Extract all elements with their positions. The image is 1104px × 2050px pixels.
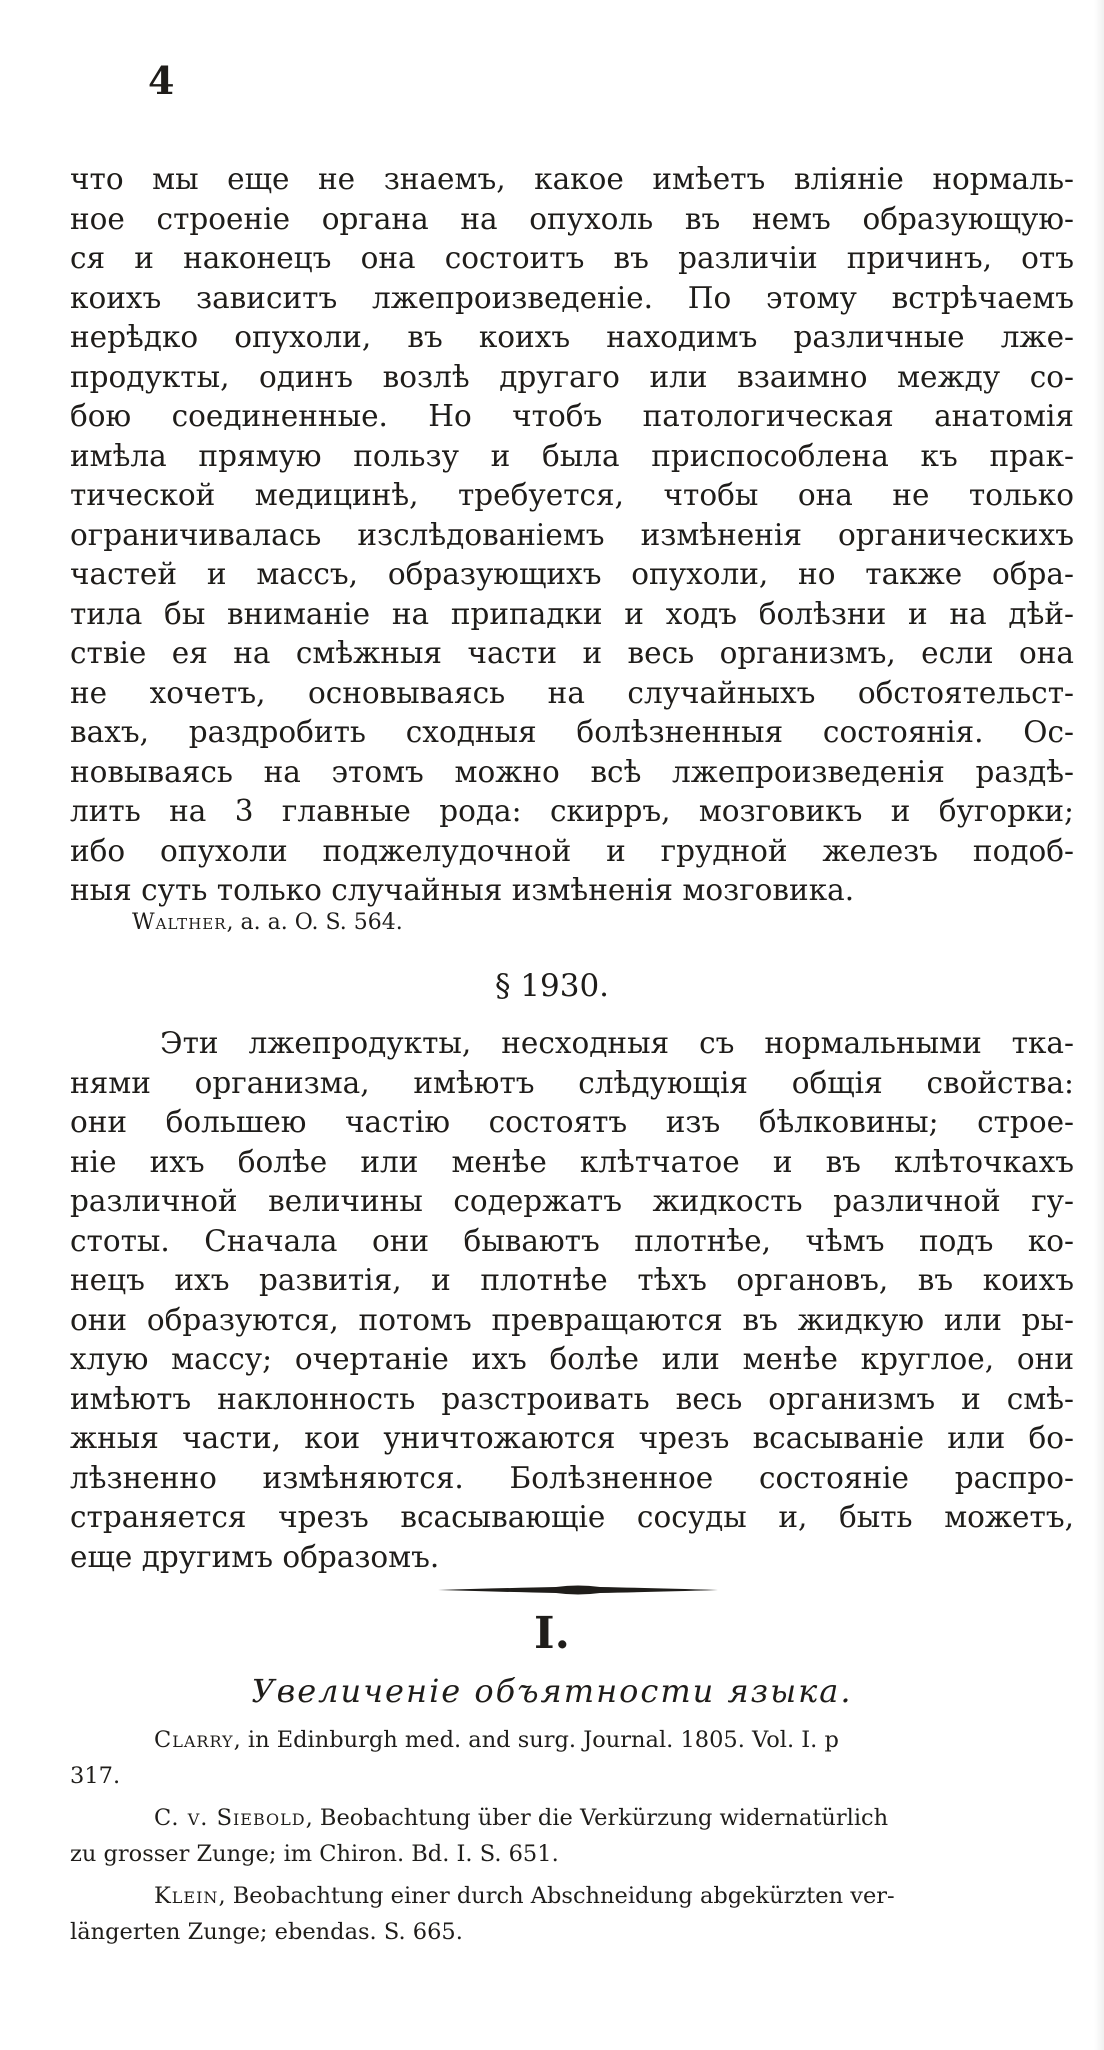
section-heading: § 1930. xyxy=(494,968,610,1004)
ornamental-divider xyxy=(436,1582,720,1598)
text-line: нецъ ихъ развитiя, и плотнѣе тѣхъ органовъ, въ коихъ xyxy=(70,1263,1074,1297)
page-number: 4 xyxy=(148,58,176,103)
biblio-text: , Beobachtung einer durch Abschneidung abgekürzten ver- xyxy=(218,1883,895,1909)
text-line: они образуются, потомъ превращаются въ жидкую или ры- xyxy=(70,1302,1074,1337)
biblio-author: C. v. Siebold xyxy=(154,1805,306,1831)
text-line: что мы еще не знаемъ, какое имѣетъ влiянie нормаль- xyxy=(70,162,1074,196)
biblio-author: Clarry xyxy=(154,1727,234,1753)
text-line: ствie ея на смѣжныя части и весь организмъ, если она xyxy=(70,636,1074,670)
bibliography-entry-klein xyxy=(70,1878,1080,1950)
chapter-title: Увеличенie объятности языка. xyxy=(251,1672,853,1710)
biblio-text: , in Edinburgh med. and surg. Journal. 1805. Vol. I. p xyxy=(233,1727,839,1753)
text-line: бою соединенные. Но чтобъ патологическая анатомiя xyxy=(70,399,1074,433)
text-line: вахъ, раздробить сходныя болѣзненныя состоянiя. Ос- xyxy=(70,715,1074,749)
biblio-text: , Beobachtung über die Verkürzung widernatürlich xyxy=(305,1805,889,1831)
text-line: жныя части, кои уничтожаются чрезъ всасыванie или бо- xyxy=(70,1421,1074,1455)
text-line: продукты, одинъ возлѣ другаго или взаимно между со- xyxy=(70,359,1074,394)
bibliography-entry-clarry xyxy=(70,1722,1080,1794)
text-line: новываясь на этомъ можно всѣ лжепроизведенiя раздѣ- xyxy=(70,754,1074,789)
text-line: страняется чрезъ всасывающie сосуды и, быть можетъ, xyxy=(70,1500,1074,1534)
text-line: нями организма, имѣютъ слѣдующiя общiя свойства: xyxy=(70,1065,1074,1100)
text-line: частей и массъ, образующихъ опухоли, но также обра- xyxy=(70,557,1074,591)
text-line: имѣютъ наклонность разстроивать весь организмъ и смѣ- xyxy=(70,1381,1074,1416)
paragraph-2 xyxy=(70,1024,1074,1577)
paragraph-1 xyxy=(70,160,1074,911)
text-line: ограничивалась изслѣдованiемъ измѣненiя органическихъ xyxy=(70,517,1074,552)
reference-walther xyxy=(132,906,403,940)
text-line: тической медицинѣ, требуется, чтобы она не только xyxy=(70,478,1074,512)
text-line: хлую массу; очертанie ихъ болѣе или менѣе круглое, они xyxy=(70,1342,1074,1376)
biblio-text-continued: längerten Zunge; ebendas. S. 665. xyxy=(70,1919,463,1945)
bibliography-entry-siebold xyxy=(70,1800,1080,1872)
text-line: они большею частiю состоятъ изъ бѣлковины; строе- xyxy=(70,1105,1074,1139)
text-line: ибо опухоли поджелудочной и грудной железъ подоб- xyxy=(70,833,1074,868)
reference-citation: , a. a. O. S. 564. xyxy=(226,910,403,935)
biblio-text-continued: 317. xyxy=(70,1763,121,1789)
text-line: ныя суть только случайныя измѣненiя мозговика. xyxy=(70,873,855,907)
text-line: имѣла прямую пользу и была приспособлена къ прак- xyxy=(70,438,1074,473)
page-edge-shadow xyxy=(1094,0,1104,2050)
text-line: нie ихъ болѣе или менѣе клѣтчатое и въ клѣточкахъ xyxy=(70,1144,1074,1179)
text-line: ся и наконецъ она состоитъ въ различiи причинъ, отъ xyxy=(70,241,1074,275)
text-line: лѣзненно измѣняются. Болѣзненное состоянie распро- xyxy=(70,1460,1074,1495)
paragraph-1-text xyxy=(70,160,1074,911)
text-line: коихъ зависитъ лжепроизведенie. По этому встрѣчаемъ xyxy=(70,280,1074,315)
text-line: тила бы вниманie на припадки и ходъ болѣзни и на дѣй- xyxy=(70,596,1074,631)
text-line: еще другимъ образомъ. xyxy=(70,1539,440,1574)
biblio-text-continued: zu grosser Zunge; im Chiron. Bd. I. S. 651. xyxy=(70,1841,559,1867)
biblio-author: Klein xyxy=(154,1883,219,1909)
text-line: нерѣдко опухоли, въ коихъ находимъ различные лже- xyxy=(70,320,1074,354)
text-line: не хочетъ, основываясь на случайныхъ обстоятельст- xyxy=(70,675,1074,710)
text-line: стоты. Сначала они бываютъ плотнѣе, чѣмъ подъ ко- xyxy=(70,1223,1074,1258)
chapter-numeral: I. xyxy=(534,1608,570,1659)
text-line: лить на 3 главные рода: скирръ, мозговикъ и бугорки; xyxy=(70,794,1074,828)
reference-author: Walther xyxy=(132,910,227,935)
text-line: ное строенie органа на опухоль въ немъ образующую- xyxy=(70,201,1074,236)
text-line: Эти лжепродукты, несходныя съ нормальными тка- xyxy=(160,1026,1074,1060)
paragraph-2-text xyxy=(70,1024,1074,1577)
text-line: различной величины содержатъ жидкость различной гу- xyxy=(70,1184,1074,1218)
